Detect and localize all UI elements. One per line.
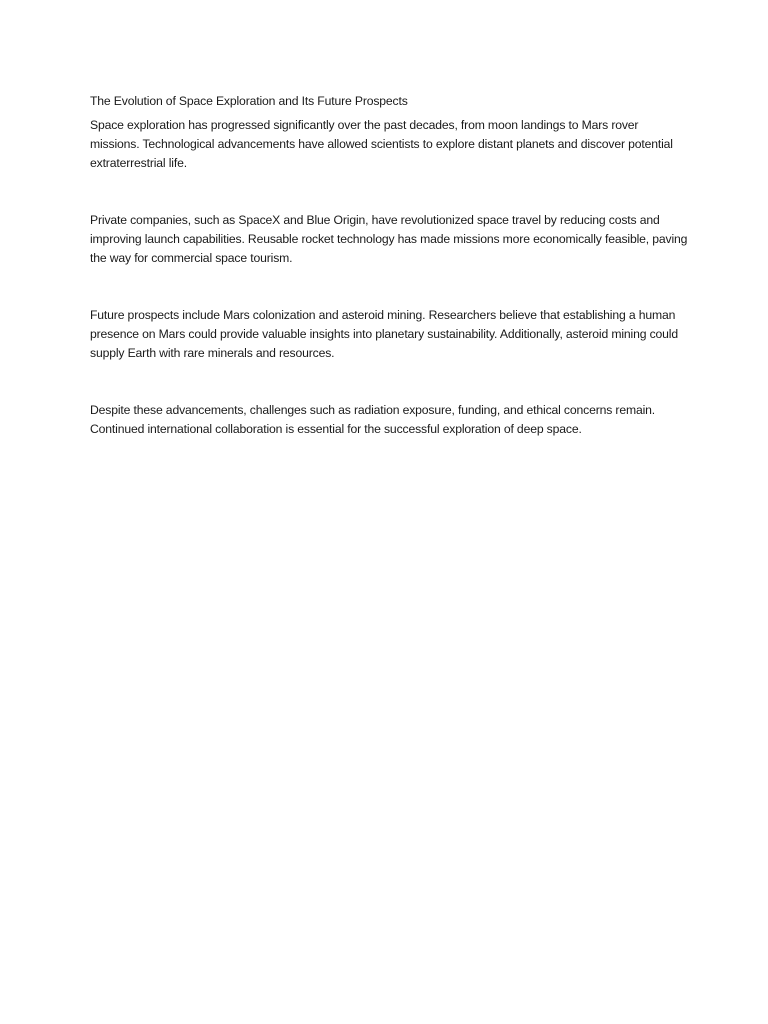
document-title: The Evolution of Space Exploration and Its Future Prospects: [90, 94, 408, 108]
paragraph-spacer: [90, 268, 690, 306]
paragraph-1: Space exploration has progressed significantly over the past decades, from moon landings to Mars rover missions. Technological advancements have allowed scientists to explore distant planets and discover potential extraterrestrial life.: [90, 118, 673, 170]
paragraph-spacer: [90, 363, 690, 401]
paragraph-3: Future prospects include Mars colonization and asteroid mining. Researchers believe that establishing a human presence on Mars could provide valuable insights into planetary sustainability. Additionally, asteroid mining could supply Earth with rare minerals and resources.: [90, 308, 678, 360]
paragraph-spacer: [90, 173, 690, 211]
document-body: [90, 92, 690, 439]
paragraph-4: Despite these advancements, challenges such as radiation exposure, funding, and ethical concerns remain. Continued international collaboration is essential for the successful exploration of deep space.: [90, 403, 656, 436]
paragraph-2: Private companies, such as SpaceX and Blue Origin, have revolutionized space travel by reducing costs and improving launch capabilities. Reusable rocket technology has made missions more economically feasible, paving the way for commercial space tourism.: [90, 213, 688, 265]
